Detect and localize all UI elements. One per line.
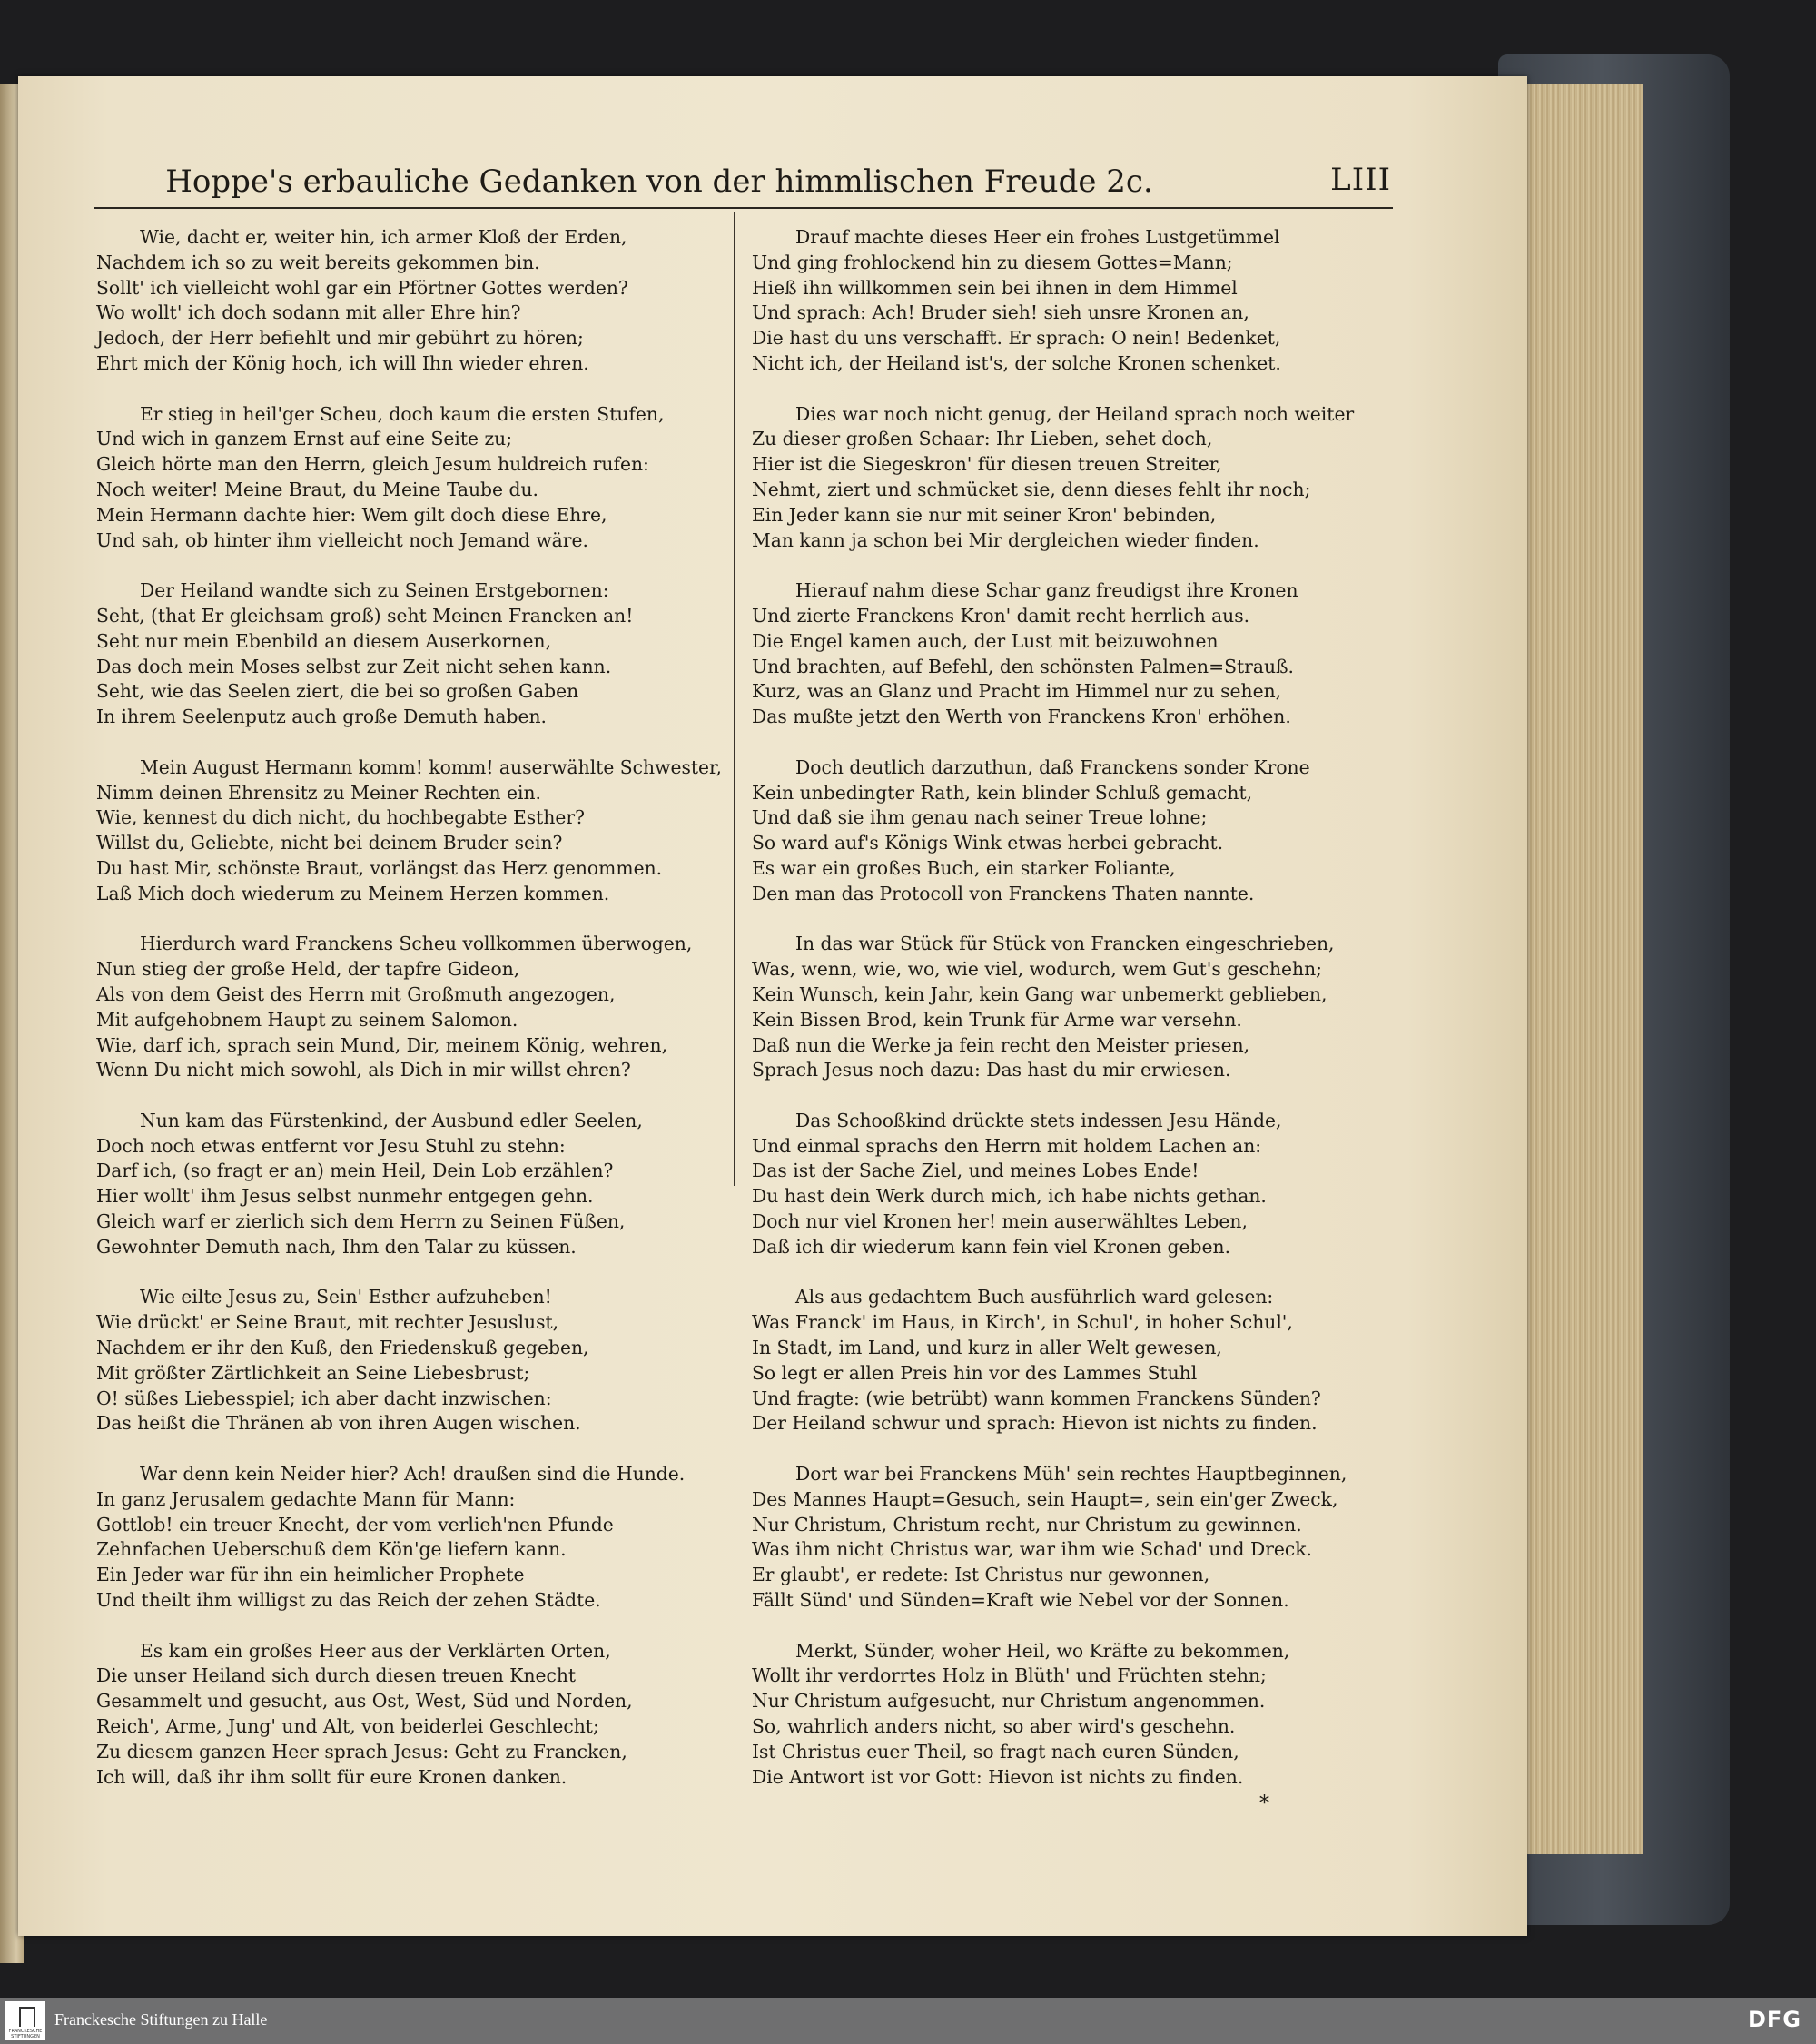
verse-line: Sprach Jesus noch dazu: Das hast du mir erwiesen. xyxy=(752,1059,1231,1081)
verse-line: In Stadt, im Land, und kurz in aller Welt gewesen, xyxy=(752,1337,1222,1359)
verse-line: Wo wollt' ich doch sodann mit aller Ehre hin? xyxy=(96,301,521,324)
verse-line: Wie, dacht er, weiter hin, ich armer Kloß der Erden, xyxy=(140,226,627,248)
verse-line: Jedoch, der Herr befiehlt und mir gebührt zu hören; xyxy=(96,327,584,350)
verse-line: So, wahrlich anders nicht, so aber wird's geschehn. xyxy=(752,1715,1236,1738)
column-divider xyxy=(734,212,735,1186)
verse-line: Was, wenn, wie, wo, wie viel, wodurch, wem Gut's geschehn; xyxy=(752,958,1322,981)
verse-line: Ein Jeder war für ihn ein heimlicher Prophete xyxy=(96,1564,525,1586)
verse-line: Er glaubt', er redete: Ist Christus nur gewonnen, xyxy=(752,1564,1210,1586)
verse-line: Mein August Hermann komm! komm! auserwählte Schwester, xyxy=(140,755,722,778)
stanza xyxy=(752,402,1406,554)
verse-line: Hierdurch ward Franckens Scheu vollkommen überwogen, xyxy=(140,933,693,955)
verse-line: Hieß ihn willkommen sein bei ihnen in dem Himmel xyxy=(752,276,1238,299)
verse-line: Das ist der Sache Ziel, und meines Lobes Ende! xyxy=(752,1160,1199,1182)
verse-line: Du hast dein Werk durch mich, ich habe nichts gethan. xyxy=(752,1185,1267,1208)
verse-line: Gewohnter Demuth nach, Ihm den Talar zu küssen. xyxy=(96,1235,577,1258)
verse-line: Gleich hörte man den Herrn, gleich Jesum huldreich rufen: xyxy=(96,453,649,476)
verse-line: Wenn Du nicht mich sowohl, als Dich in mir willst ehren? xyxy=(96,1059,631,1081)
verse-line: Das mußte jetzt den Werth von Franckens Kron' erhöhen. xyxy=(752,706,1291,728)
verse-line: Doch nur viel Kronen her! mein auserwähltes Leben, xyxy=(752,1210,1248,1233)
verse-line: Wie, kennest du dich nicht, du hochbegabte Esther? xyxy=(96,806,585,829)
building-icon xyxy=(19,2007,35,2027)
viewer-footer xyxy=(0,1998,1816,2044)
verse-line: Wie, darf ich, sprach sein Mund, Dir, meinem König, wehren, xyxy=(96,1033,668,1056)
verse-line: Dort war bei Franckens Müh' sein rechtes Hauptbeginnen, xyxy=(795,1463,1347,1486)
verse-line: Und theilt ihm willigst zu das Reich der zehen Städte. xyxy=(96,1589,601,1612)
verse-line: Man kann ja schon bei Mir dergleichen wieder finden. xyxy=(752,528,1259,551)
header-rule xyxy=(94,207,1393,209)
verse-line: Die unser Heiland sich durch diesen treuen Knecht xyxy=(96,1664,577,1687)
end-mark: * xyxy=(1259,1792,1269,1815)
verse-line: Gleich warf er zierlich sich dem Herrn zu Seinen Füßen, xyxy=(96,1210,626,1233)
stanza xyxy=(752,755,1406,907)
verse-line: Nehmt, ziert und schmücket sie, denn dieses fehlt ihr noch; xyxy=(752,478,1311,500)
verse-line: Hier ist die Siegeskron' für diesen treuen Streiter, xyxy=(752,453,1222,476)
verse-line: Zu dieser großen Schaar: Ihr Lieben, sehet doch, xyxy=(752,428,1213,450)
verse-line: Noch weiter! Meine Braut, du Meine Taube du. xyxy=(96,478,538,500)
stanza xyxy=(96,1639,723,1791)
right-column xyxy=(752,225,1406,1815)
verse-line: Darf ich, (so fragt er an) mein Heil, Dein Lob erzählen? xyxy=(96,1160,614,1182)
verse-line: Was ihm nicht Christus war, war ihm wie Schad' und Dreck. xyxy=(752,1538,1313,1561)
verse-line: Merkt, Sünder, woher Heil, wo Kräfte zu bekommen, xyxy=(795,1639,1290,1662)
verse-line: Es kam ein großes Heer aus der Verklärten Orten, xyxy=(140,1639,611,1662)
verse-line: Das Schooßkind drückte stets indessen Jesu Hände, xyxy=(795,1109,1282,1131)
verse-line: Doch deutlich darzuthun, daß Franckens sonder Krone xyxy=(795,755,1310,778)
verse-line: Seht, wie das Seelen ziert, die bei so großen Gaben xyxy=(96,680,579,703)
verse-line: Wie eilte Jesus zu, Sein' Esther aufzuheben! xyxy=(140,1286,552,1308)
verse-line: Zehnfachen Ueberschuß dem Kön'ge liefern kann. xyxy=(96,1538,567,1561)
verse-line: Hier wollt' ihm Jesus selbst nunmehr entgegen gehn. xyxy=(96,1185,594,1208)
stanza xyxy=(96,225,723,377)
verse-line: Und brachten, auf Befehl, den schönsten Palmen=Strauß. xyxy=(752,655,1294,677)
verse-line: Seht nur mein Ebenbild an diesem Auserkornen, xyxy=(96,629,552,652)
running-title: Hoppe's erbauliche Gedanken von der himmlischen Freude 2c. xyxy=(165,163,1153,200)
verse-line: Wie drückt' er Seine Braut, mit rechter Jesuslust, xyxy=(96,1311,559,1334)
verse-line: Ehrt mich der König hoch, ich will Ihn wieder ehren. xyxy=(96,351,589,374)
verse-line: Mit größter Zärtlichkeit an Seine Liebesbrust; xyxy=(96,1361,530,1384)
verse-line: Mein Hermann dachte hier: Wem gilt doch diese Ehre, xyxy=(96,503,607,526)
verse-line: Der Heiland wandte sich zu Seinen Erstgebornen: xyxy=(140,579,609,602)
verse-line: Nimm deinen Ehrensitz zu Meiner Rechten ein. xyxy=(96,781,541,804)
verse-line: Ich will, daß ihr ihm sollt für eure Kronen danken. xyxy=(96,1765,568,1788)
verse-line: Gesammelt und gesucht, aus Ost, West, Süd und Norden, xyxy=(96,1690,633,1713)
stanza xyxy=(96,755,723,907)
verse-line: In ihrem Seelenputz auch große Demuth haben. xyxy=(96,706,547,728)
verse-line: Kurz, was an Glanz und Pracht im Himmel nur zu sehen, xyxy=(752,680,1282,703)
verse-line: Wollt ihr verdorrtes Holz in Blüth' und Früchten stehn; xyxy=(752,1664,1267,1687)
verse-line: Des Mannes Haupt=Gesuch, sein Haupt=, sein ein'ger Zweck, xyxy=(752,1487,1338,1510)
verse-line: So ward auf's Königs Wink etwas herbei gebracht. xyxy=(752,832,1224,854)
verse-line: Drauf machte dieses Heer ein frohes Lustgetümmel xyxy=(795,226,1280,248)
stanza xyxy=(752,1462,1406,1614)
verse-line: Kein Bissen Brod, kein Trunk für Arme war versehn. xyxy=(752,1008,1242,1031)
stanza xyxy=(752,932,1406,1083)
stanza xyxy=(752,1109,1406,1260)
book-page xyxy=(18,76,1527,1936)
verse-line: Nicht ich, der Heiland ist's, der solche Kronen schenket. xyxy=(752,351,1281,374)
verse-line: Nun kam das Fürstenkind, der Ausbund edler Seelen, xyxy=(140,1109,643,1131)
verse-line: Hierauf nahm diese Schar ganz freudigst ihre Kronen xyxy=(795,579,1298,602)
stanza xyxy=(752,225,1406,377)
verse-line: Es war ein großes Buch, ein starker Foliante, xyxy=(752,856,1176,879)
verse-line: Nachdem er ihr den Kuß, den Friedenskuß gegeben, xyxy=(96,1337,589,1359)
verse-line: Willst du, Geliebte, nicht bei deinem Bruder sein? xyxy=(96,832,563,854)
verse-line: Und einmal sprachs den Herrn mit holdem Lachen an: xyxy=(752,1134,1262,1157)
stanza xyxy=(96,578,723,730)
verse-line: Und fragte: (wie betrübt) wann kommen Franckens Sünden? xyxy=(752,1387,1321,1409)
verse-line: Die Engel kamen auch, der Lust mit beizuwohnen xyxy=(752,629,1219,652)
verse-line: War denn kein Neider hier? Ach! draußen sind die Hunde. xyxy=(140,1463,686,1486)
dfg-logo: DFG xyxy=(1747,2007,1801,2032)
verse-line: Das doch mein Moses selbst zur Zeit nicht sehen kann. xyxy=(96,655,612,677)
page-block-edges xyxy=(1516,84,1643,1854)
verse-line: Die Antwort ist vor Gott: Hievon ist nichts zu finden. xyxy=(752,1765,1244,1788)
stanza xyxy=(96,1109,723,1260)
stanza xyxy=(752,1285,1406,1437)
institution-name[interactable]: Franckesche Stiftungen zu Halle xyxy=(54,2010,268,2029)
verse-line: Reich', Arme, Jung' und Alt, von beiderlei Geschlecht; xyxy=(96,1715,599,1738)
verse-line: Und wich in ganzem Ernst auf eine Seite zu; xyxy=(96,428,513,450)
verse-line: In ganz Jerusalem gedachte Mann für Mann: xyxy=(96,1487,516,1510)
verse-line: Zu diesem ganzen Heer sprach Jesus: Geht zu Francken, xyxy=(96,1740,627,1763)
stanza xyxy=(96,932,723,1083)
verse-line: Sollt' ich vielleicht wohl gar ein Pförtner Gottes werden? xyxy=(96,276,628,299)
stanza xyxy=(752,578,1406,730)
verse-line: In das war Stück für Stück von Francken eingeschrieben, xyxy=(795,933,1335,955)
verse-line: Nachdem ich so zu weit bereits gekommen bin. xyxy=(96,251,540,273)
verse-line: Nun stieg der große Held, der tapfre Gideon, xyxy=(96,958,520,981)
verse-line: Die hast du uns verschafft. Er sprach: O nein! Bedenket, xyxy=(752,327,1281,350)
verse-line: Fällt Sünd' und Sünden=Kraft wie Nebel vor der Sonnen. xyxy=(752,1589,1289,1612)
verse-line: Laß Mich doch wiederum zu Meinem Herzen kommen. xyxy=(96,882,610,904)
verse-line: Und ging frohlockend hin zu diesem Gottes=Mann; xyxy=(752,251,1233,273)
stanza xyxy=(752,1639,1406,1791)
verse-line: Und sprach: Ach! Bruder sieh! sieh unsre Kronen an, xyxy=(752,301,1249,324)
page-number: LIII xyxy=(1330,162,1391,198)
verse-line: O! süßes Liebesspiel; ich aber dacht inzwischen: xyxy=(96,1387,552,1409)
verse-line: Ist Christus euer Theil, so fragt nach euren Sünden, xyxy=(752,1740,1239,1763)
verse-line: Der Heiland schwur und sprach: Hievon ist nichts zu finden. xyxy=(752,1412,1318,1435)
verse-line: Dies war noch nicht genug, der Heiland sprach noch weiter xyxy=(795,402,1355,425)
verse-line: Gottlob! ein treuer Knecht, der vom verlieh'nen Pfunde xyxy=(96,1513,614,1535)
left-column xyxy=(96,225,723,1815)
stanza xyxy=(96,1462,723,1614)
logo-caption: FRANCKESCHE STIFTUNGEN xyxy=(8,2029,43,2039)
verse-line: Was Franck' im Haus, in Kirch', in Schul', in hoher Schul', xyxy=(752,1311,1293,1334)
verse-line: So legt er allen Preis hin vor des Lammes Stuhl xyxy=(752,1361,1198,1384)
institution-logo xyxy=(5,2001,45,2040)
verse-line: Nur Christum aufgesucht, nur Christum angenommen. xyxy=(752,1690,1266,1713)
verse-line: Als aus gedachtem Buch ausführlich ward gelesen: xyxy=(795,1286,1274,1308)
verse-line: Kein unbedingter Rath, kein blinder Schluß gemacht, xyxy=(752,781,1253,804)
verse-line: Das heißt die Thränen ab von ihren Augen wischen. xyxy=(96,1412,581,1435)
verse-line: Ein Jeder kann sie nur mit seiner Kron' bebinden, xyxy=(752,503,1217,526)
verse-line: Und sah, ob hinter ihm vielleicht noch Jemand wäre. xyxy=(96,528,588,551)
verse-line: Du hast Mir, schönste Braut, vorlängst das Herz genommen. xyxy=(96,856,663,879)
verse-line: Kein Wunsch, kein Jahr, kein Gang war unbemerkt geblieben, xyxy=(752,983,1327,1005)
verse-line: Daß nun die Werke ja fein recht den Meister priesen, xyxy=(752,1033,1250,1056)
verse-line: Doch noch etwas entfernt vor Jesu Stuhl zu stehn: xyxy=(96,1134,566,1157)
verse-line: Den man das Protocoll von Franckens Thaten nannte. xyxy=(752,882,1255,904)
verse-line: Mit aufgehobnem Haupt zu seinem Salomon. xyxy=(96,1008,518,1031)
verse-line: Nur Christum, Christum recht, nur Christum zu gewinnen. xyxy=(752,1513,1302,1535)
verse-line: Und zierte Franckens Kron' damit recht herrlich aus. xyxy=(752,604,1250,627)
verse-line: Und daß sie ihm genau nach seiner Treue lohne; xyxy=(752,806,1208,829)
verse-line: Daß ich dir wiederum kann fein viel Kronen geben. xyxy=(752,1235,1231,1258)
stanza xyxy=(96,1285,723,1437)
verse-line: Als von dem Geist des Herrn mit Großmuth angezogen, xyxy=(96,983,616,1005)
verse-line: Seht, (that Er gleichsam groß) seht Meinen Francken an! xyxy=(96,604,634,627)
verse-line: Er stieg in heil'ger Scheu, doch kaum die ersten Stufen, xyxy=(140,402,665,425)
page-header xyxy=(96,158,1391,212)
stanza xyxy=(96,402,723,554)
